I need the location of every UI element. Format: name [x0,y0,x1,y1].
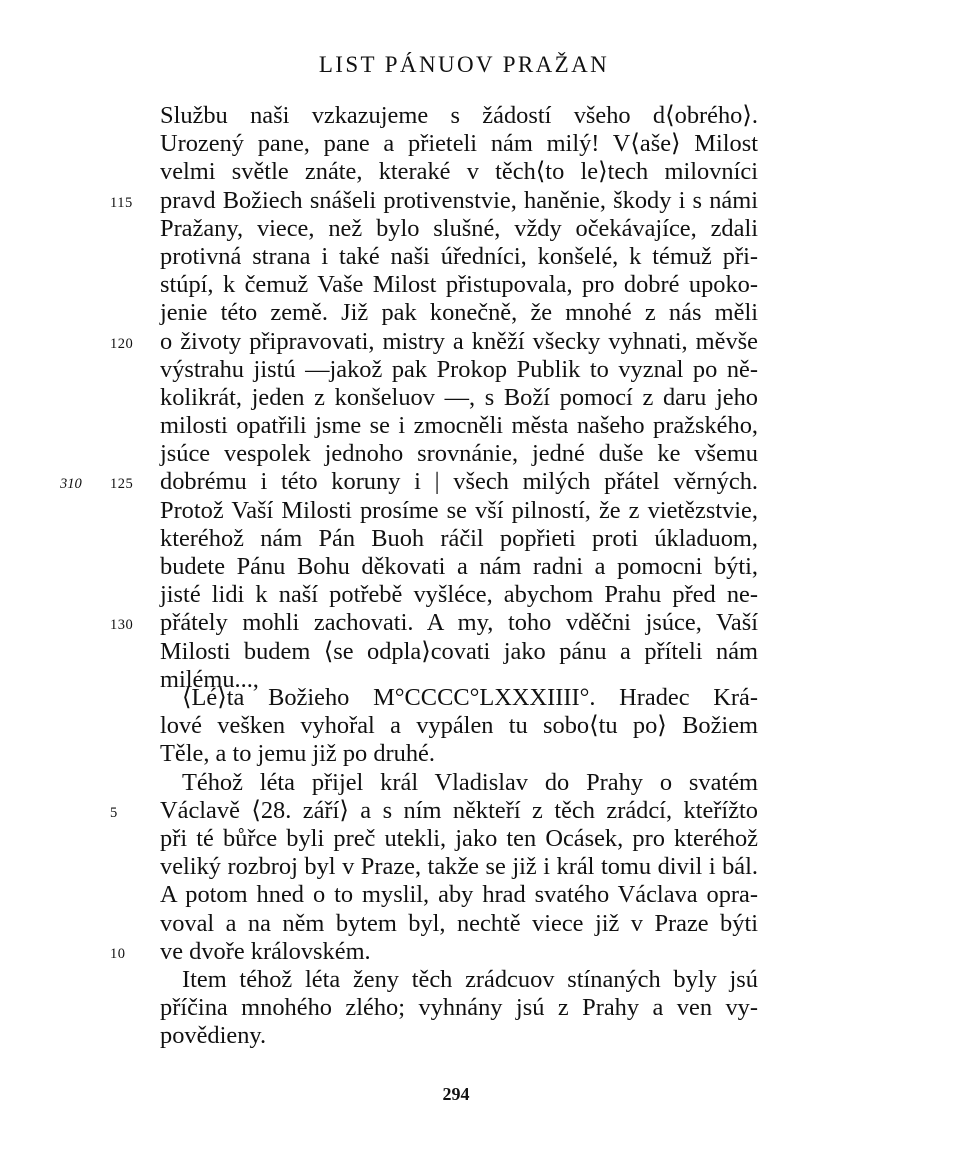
text-line: budete Pánu Bohu děkovati a nám radni a pomocni býti, [160,553,758,580]
text-line: 130 přátely mohli zachovati. A my, toho vděčni jsúce, Vaší [160,609,758,637]
line-number: 130 [110,617,134,634]
line-number: 120 [110,335,134,352]
text-line: Item téhož léta ženy těch zrádcuov stínaných byly jsú [182,965,758,993]
text-line: příčina mnohého zlého; vyhnány jsú z Prahy a ven vy- [160,994,758,1022]
text-line: A potom hned o to myslil, aby hrad svatého Václava opra- [160,881,758,909]
line-number: 10 [110,945,126,962]
text-line: milému..., [160,665,259,693]
text-line: veliký rozbroj byl v Praze, takže se již i král tomu divil i bál. [160,853,758,881]
line-number: 115 [110,194,133,211]
line-number: 125 [110,476,134,493]
text-line: Urozený pane, pane a přieteli nám milý! V⟨aše⟩ Milost [160,130,758,158]
text-line: jenie této země. Již pak konečně, že mnohé z nás měli [160,299,758,327]
text-line: jisté lidi k naší potřebě vyšléce, abychom Prahu před ne- [160,581,758,609]
text-line: výstrahu jistú —jakož pak Prokop Publik to vyznal po ně- [160,355,758,383]
text-line: velmi světle znáte, kteraké v těch⟨to le⟩tech milovníci [160,158,758,186]
text-line: stúpí, k čemuž Vaše Milost přistupovala, pro dobré upoko- [160,271,758,299]
running-title: LIST PÁNUOV PRAŽAN [318,52,610,77]
text-line: 5 Václavě ⟨28. září⟩ a s ním někteří z těch zrádcí, kteřížto [160,797,758,825]
text-line: kolikrát, jeden z konšeluov —, s Boží pomocí z daru jeho [160,383,758,411]
text-line: protivná strana i také naši úředníci, konšelé, k témuž při- [160,242,758,270]
text-line: Milosti budem ⟨se odpla⟩covati jako pánu a příteli nám [160,637,758,665]
text-line: Službu naši vzkazujeme s žádostí všeho d⟨obrého⟩. [160,102,758,129]
text-line: Pražany, viece, než bylo slušné, vždy očekávajíce, zdali [160,214,758,242]
text-line: 115 pravd Božiech snášeli protivenstvie, haněnie, škody i s námi [160,187,758,215]
text-line: milosti opatřili jsme se i zmocněli města našeho pražského, [160,412,758,440]
chronicle-text [110,684,758,1050]
text-line: 10 ve dvoře královském. [160,938,758,966]
line-number: 5 [110,804,118,821]
text-line: kteréhož nám Pán Buoh ráčil popřieti proti úkladuom, [160,524,758,552]
text-line: při té bůřce byli preč utekli, jako ten Ocásek, pro kteréhož [160,824,758,852]
letter-text [60,102,758,694]
text-line: ⟨Lé⟩ta Božieho M°CCCC°LXXXIIII°. Hradec Krá- [182,684,758,711]
text-line: 120 o životy připravovati, mistry a kněží všecky vyhnati, měvše [160,328,758,356]
text-line: Téhož léta přijel král Vladislav do Prahy o svatém [182,768,758,796]
text-line: voval a na něm bytem byl, nechtě viece již v Praze býti [160,909,758,937]
text-line: jsúce vespolek jednoho srovnánie, jedné duše ke všemu [160,440,758,468]
text-line: lové vešken vyhořal a vypálen tu sobo⟨tu po⟩ Božiem [160,712,758,740]
text-line: Protož Vaší Milosti prosíme se vší pilností, že z vietězstvie, [160,496,758,524]
text-line: 310 125 dobrému i této koruny i | všech milých přátel věrných. [160,468,758,496]
page-reference: 310 [60,476,82,493]
text-line: povědieny. [160,1022,267,1050]
text-line: Těle, a to jemu již po druhé. [160,740,435,768]
page-number: 294 [442,1084,470,1104]
